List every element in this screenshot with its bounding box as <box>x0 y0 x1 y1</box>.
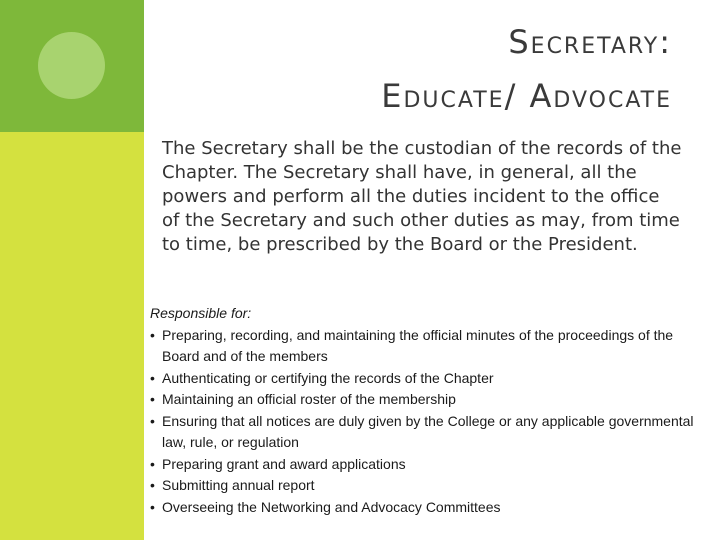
list-item: • Preparing, recording, and maintaining the official minutes of the proceedings of the Board and of the members <box>150 326 674 364</box>
bullet-icon: • <box>150 391 155 407</box>
bullet-icon: • <box>150 326 155 343</box>
decorative-circle-icon <box>38 32 105 99</box>
responsibilities-section <box>150 303 700 518</box>
list-item: • Preparing grant and award applications <box>150 454 700 476</box>
title-band <box>144 0 720 132</box>
intro-paragraph: The Secretary shall be the custodian of the records of the Chapter. The Secretary shall have, in general, all the powers and perform all the duties incident to the office of the Secretary and such other duties as may, from time to time, be prescribed by the Board or the President. <box>162 138 682 255</box>
bullet-icon: • <box>150 498 155 515</box>
list-item: • Ensuring that all notices are duly given by the College or any applicable governmental law, rule, or regulation <box>150 412 694 450</box>
bullet-icon: • <box>150 455 155 472</box>
list-item: • Maintaining an official roster of the membership <box>150 389 700 411</box>
title-line-2: EDUCATE/ ADVOCATE <box>381 77 672 115</box>
bullet-icon: • <box>150 369 155 386</box>
left-accent-header <box>0 0 144 132</box>
bullet-icon: • <box>150 477 155 493</box>
slide-title <box>381 18 672 126</box>
title-line-1: SECRETARY: <box>508 23 672 61</box>
responsibilities-list <box>150 325 700 519</box>
responsibilities-heading: Responsible for: <box>150 305 252 321</box>
list-item: • Authenticating or certifying the records of the Chapter <box>150 368 700 390</box>
bullet-icon: • <box>150 412 155 429</box>
list-item: • Overseeing the Networking and Advocacy Committees <box>150 497 700 519</box>
list-item: • Submitting annual report <box>150 475 700 497</box>
